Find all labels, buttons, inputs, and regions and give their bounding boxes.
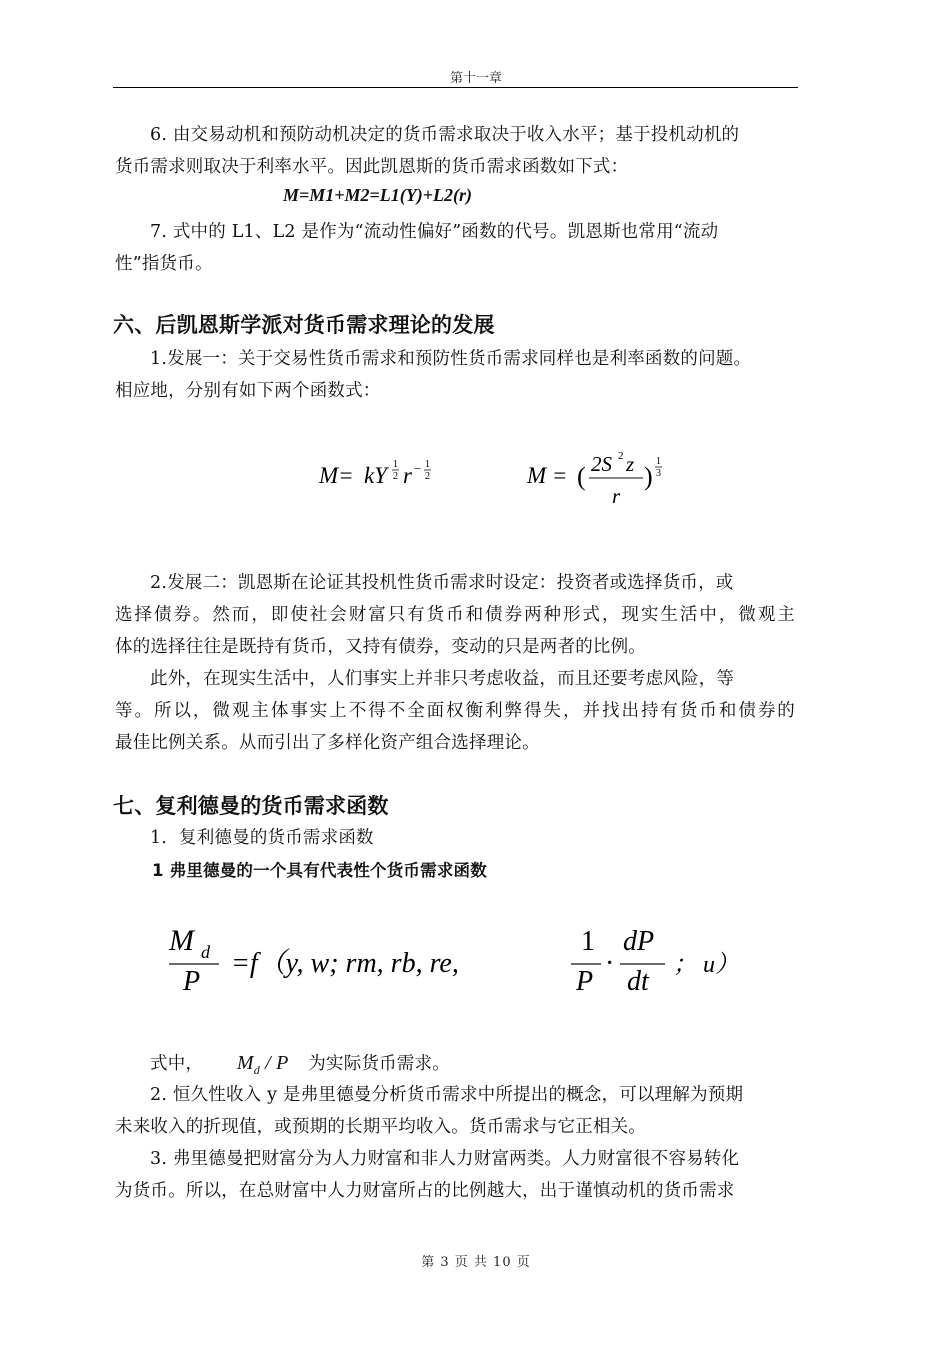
eq-left-y-exp-den: 2: [393, 471, 398, 482]
eq-left-r-exp-num: 1: [425, 459, 430, 470]
eq-left-lhs: M=: [319, 463, 354, 488]
equation-precautionary-demand: [525, 440, 685, 515]
where-line: [150, 1051, 835, 1082]
friedman-lhs-sub-d: d: [201, 942, 210, 962]
eq-left-r: r: [403, 463, 412, 488]
friedman-demand-equation: [165, 920, 765, 1000]
where-text: 为实际货币需求。: [308, 1054, 450, 1074]
where-prefix: 式中，: [150, 1054, 204, 1074]
section-6-p1-line-1: 1.发展一：关于交易性货币需求和预防性货币需求同样也是利率函数的问题。: [150, 349, 752, 369]
section-7-p2-line-2: 未来收入的折现值，或预期的长期平均收入。货币需求与它正相关。: [115, 1117, 646, 1137]
eq-right-exp-num: 1: [656, 456, 661, 467]
paragraph-6-line-2: 货币需求则取决于利率水平。因此凯恩斯的货币需求函数如下式：: [115, 157, 629, 177]
page-footer: 第 3 页 共 10 页: [421, 1255, 531, 1270]
friedman-deriv-den: dt: [627, 966, 649, 997]
friedman-frac-num: 1: [581, 926, 595, 957]
section-6-p3-line-2: 等。所以，微观主体事实上不得不全面权衡利弊得失，并找出持有货币和债券的: [115, 701, 795, 721]
keynes-demand-formula: M=M1+M2=L1(Y)+L2(r): [283, 185, 473, 205]
friedman-dot: ·: [605, 948, 615, 979]
friedman-deriv-num: dP: [623, 926, 655, 957]
section-6-p1-line-2: 相应地，分别有如下两个函数式：: [115, 381, 381, 401]
paragraph-7-line-1: 7. 式中的 L1、L2 是作为“流动性偏好”函数的代号。凯恩斯也常用“流动: [150, 222, 719, 242]
section-7-subheading: 1 弗里德曼的一个具有代表性个货币需求函数: [152, 861, 487, 880]
section-6-p3-line-1: 此外，在现实生活中，人们事实上并非只考虑收益，而且还要考虑风险，等: [150, 669, 735, 689]
eq-right-denominator: r: [612, 484, 621, 508]
section-7-item-1: 1．复利德曼的货币需求函数: [150, 828, 374, 848]
eq-right-open-paren: (: [577, 462, 586, 491]
eq-right-exp-den: 3: [656, 468, 661, 479]
eq-left-r-exp-sign: −: [414, 461, 422, 476]
eq-right-numerator: 2S: [591, 452, 612, 476]
header-rule: [113, 87, 798, 88]
friedman-tail: ； u）: [673, 952, 739, 978]
friedman-rhs: =f（y, w; rm, rb, re,: [231, 948, 459, 979]
section-7-p3-line-1: 3. 弗里德曼把财富分为人力财富和非人力财富两类。人力财富很不容易转化: [150, 1149, 740, 1169]
section-6-p3-line-3: 最佳比例关系。从而引出了多样化资产组合选择理论。: [115, 733, 540, 753]
section-7-heading: 七、复利德曼的货币需求函数: [113, 794, 389, 818]
eq-right-z: z: [626, 452, 635, 476]
page-header-title: 第十一章: [449, 71, 502, 86]
eq-right-sq: 2: [618, 450, 624, 462]
paragraph-7-line-2: 性”指货币。: [115, 254, 213, 274]
section-6-p2-line-3: 体的选择往往是既持有货币，又持有债券，变动的只是两者的比例。: [115, 637, 646, 657]
equation-transaction-demand: [315, 445, 455, 495]
eq-left-y-exp-num: 1: [393, 459, 398, 470]
section-6-p2-line-1: 2.发展二：凯恩斯在论证其投机性货币需求时设定：投资者或选择货币，或: [150, 573, 734, 593]
eq-left-r-exp-den: 2: [425, 471, 430, 482]
friedman-lhs-M: M: [169, 924, 194, 957]
friedman-frac-den: P: [576, 966, 594, 997]
where-symbol: $M_d$ / P: [236, 1052, 289, 1077]
paragraph-6-line-1: 6. 由交易动机和预防动机决定的货币需求取决于收入水平；基于投机动机的: [150, 125, 740, 145]
section-7-p2-line-1: 2. 恒久性收入 y 是弗里德曼分析货币需求中所提出的概念，可以理解为预期: [150, 1085, 744, 1105]
section-7-p3-line-2: 为货币。所以，在总财富中人力财富所占的比例越大，出于谨慎动机的货币需求: [115, 1181, 735, 1201]
friedman-lhs-den: P: [183, 966, 201, 997]
eq-right-lhs: M =: [527, 463, 568, 488]
eq-left-ky: kY: [364, 463, 387, 488]
section-6-heading: 六、后凯恩斯学派对货币需求理论的发展: [113, 313, 495, 337]
section-6-p2-line-2: 选择债券。然而，即使社会财富只有货币和债券两种形式，现实生活中，微观主: [115, 605, 795, 625]
eq-right-close-paren: ): [644, 462, 653, 491]
